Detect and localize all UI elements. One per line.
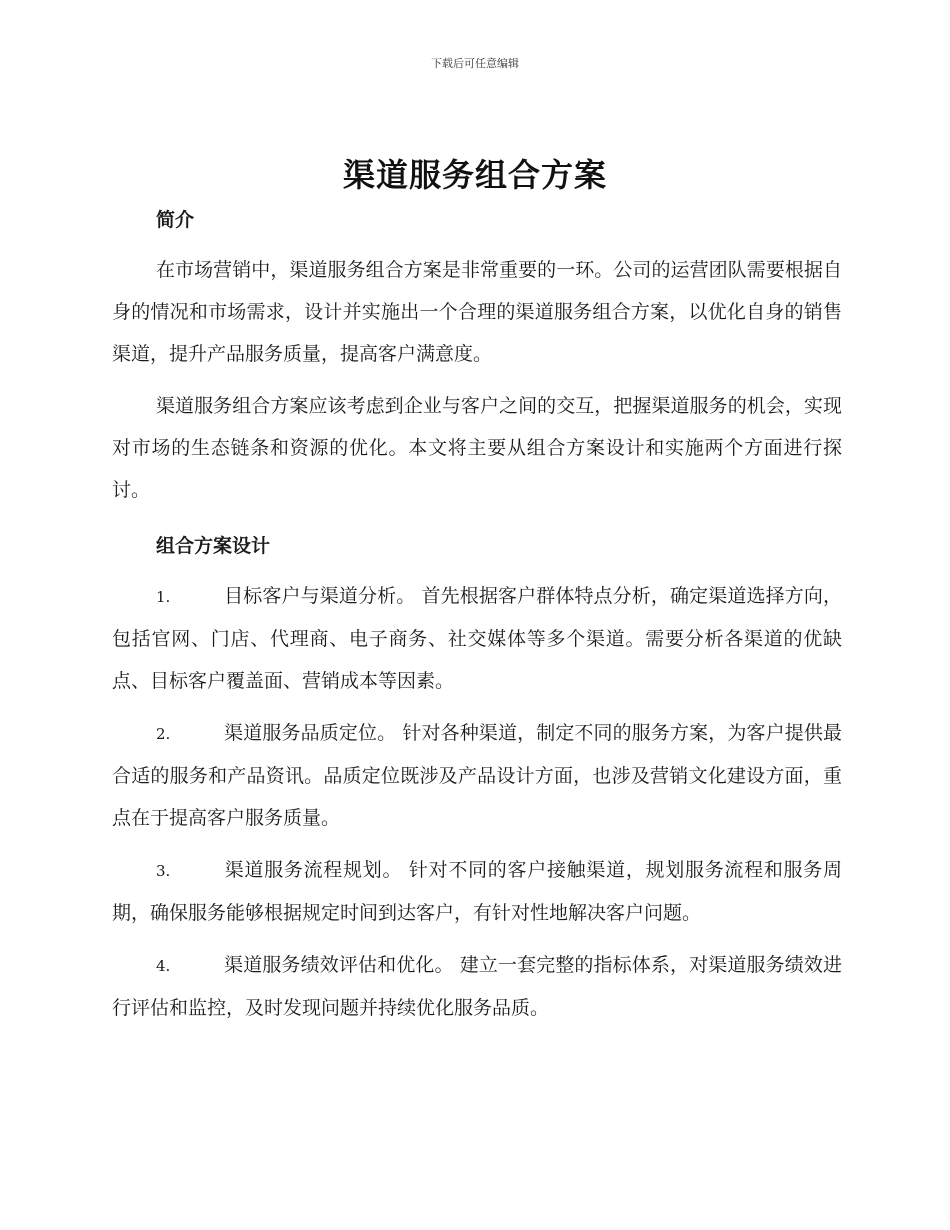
list-item-text: 渠道服务品质定位。 针对各种渠道，制定不同的服务方案，为客户提供最合适的服务和产品资讯。品质定位既涉及产品设计方面，也涉及营销文化建设方面，重点在于提高客户服务质量。 xyxy=(112,722,842,829)
document-body xyxy=(112,205,842,1029)
list-item xyxy=(112,712,842,839)
list-item-text: 渠道服务绩效评估和优化。 建立一套完整的指标体系，对渠道服务绩效进行评估和监控，及时发现问题并持续优化服务品质。 xyxy=(112,954,842,1019)
list-item-number: 2. xyxy=(156,725,171,743)
list-item xyxy=(112,944,842,1029)
list-item-number: 3. xyxy=(156,862,171,880)
list-item-text: 目标客户与渠道分析。 首先根据客户群体特点分析，确定渠道选择方向，包括官网、门店、代理商、电子商务、社交媒体等多个渠道。需要分析各渠道的优缺点、目标客户覆盖面、营销成本等因素。 xyxy=(112,585,842,692)
section-heading-intro: 简介 xyxy=(156,209,195,231)
intro-paragraph-2: 渠道服务组合方案应该考虑到企业与客户之间的交互，把握渠道服务的机会，实现对市场的生态链条和资源的优化。本文将主要从组合方案设计和实施两个方面进行探讨。 xyxy=(112,395,842,501)
list-item xyxy=(112,575,842,702)
intro-paragraph-1: 在市场营销中，渠道服务组合方案是非常重要的一环。公司的运营团队需要根据自身的情况和市场需求，设计并实施出一个合理的渠道服务组合方案，以优化自身的销售渠道，提升产品服务质量，提高客户满意度。 xyxy=(112,259,842,365)
list-item-number: 1. xyxy=(156,588,171,606)
list-item xyxy=(112,849,842,934)
list-item-number: 4. xyxy=(156,957,171,975)
list-item-text: 渠道服务流程规划。 针对不同的客户接触渠道，规划服务流程和服务周期，确保服务能够根据规定时间到达客户，有针对性地解决客户问题。 xyxy=(112,859,842,924)
header-note: 下载后可任意编辑 xyxy=(431,57,519,70)
document-title: 渠道服务组合方案 xyxy=(342,156,607,194)
section-heading-design: 组合方案设计 xyxy=(156,535,271,557)
